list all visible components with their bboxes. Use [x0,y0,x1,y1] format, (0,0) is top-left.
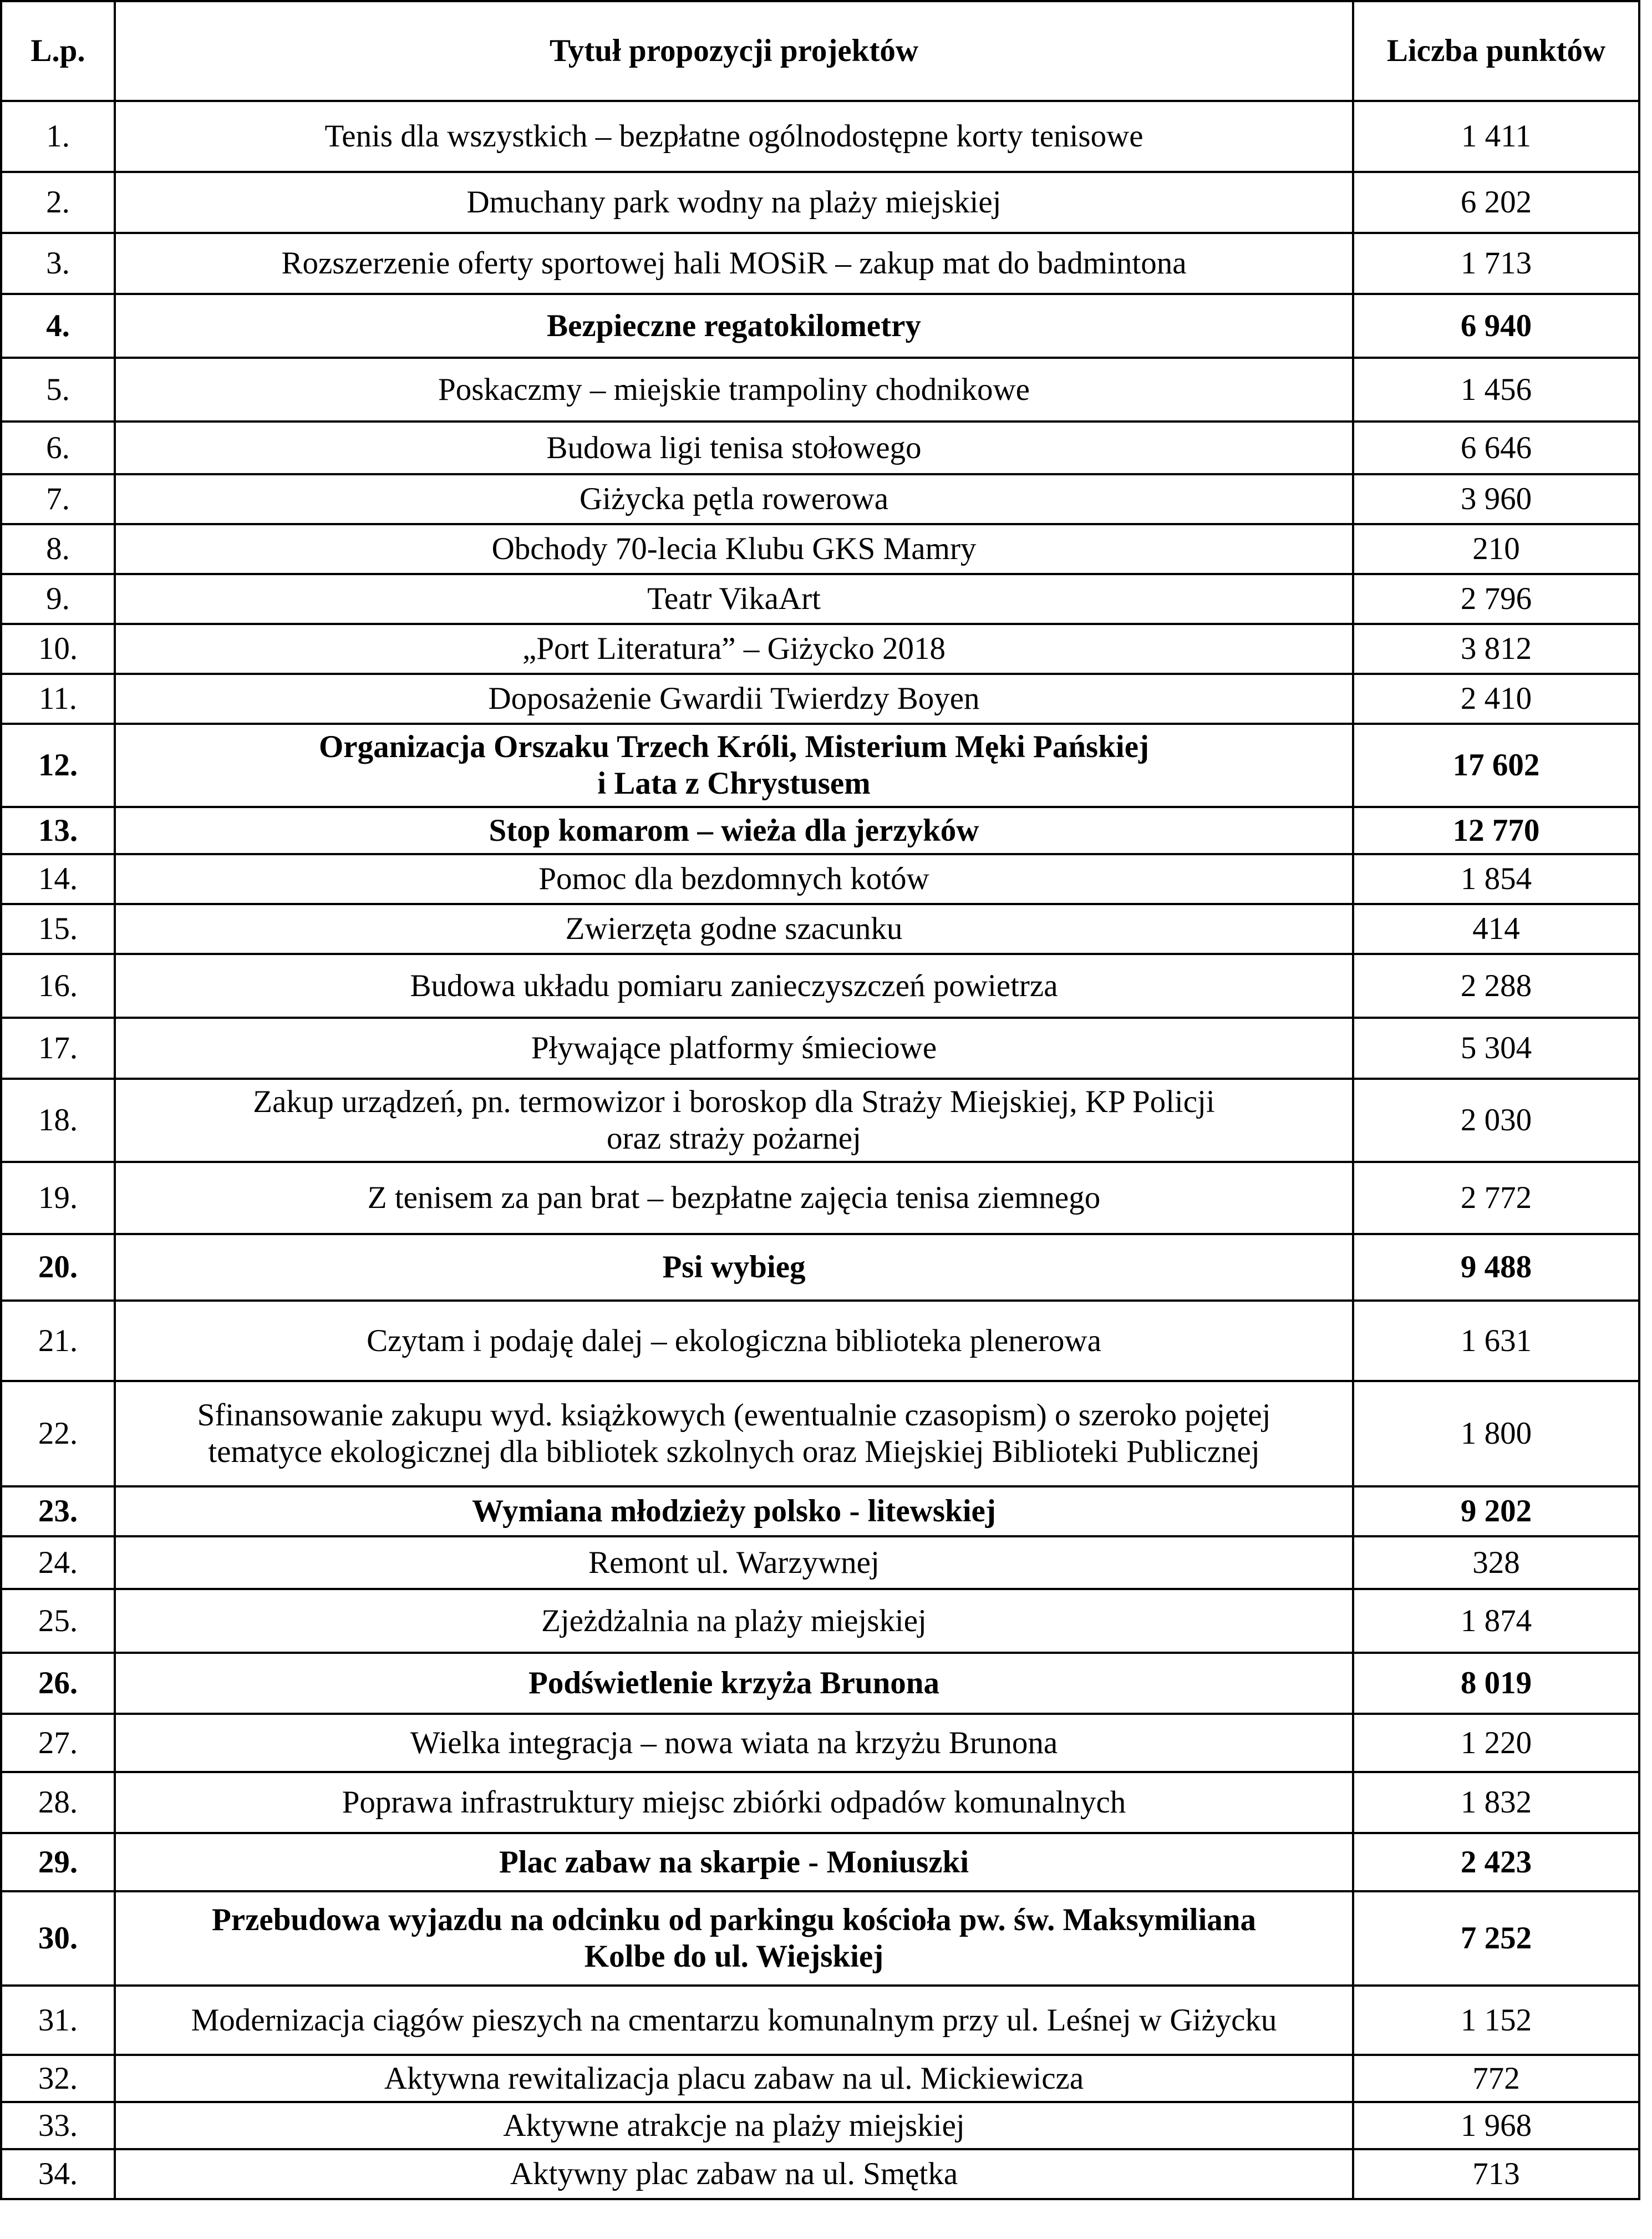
table-header-row [1,1,1639,101]
row-project-title: Dmuchany park wodny na plaży miejskiej [115,172,1353,233]
row-project-title: Przebudowa wyjazdu na odcinku od parkingu kościoła pw. św. Maksymiliana Kolbe do ul. Wiejskiej [115,1891,1353,1986]
table-row [1,1891,1639,1986]
row-project-title: Poprawa infrastruktury miejsc zbiórki odpadów komunalnych [115,1772,1353,1833]
table-row [1,1162,1639,1234]
row-points: 1 631 [1353,1301,1639,1381]
row-number: 16. [1,954,115,1018]
row-project-title: Aktywny plac zabaw na ul. Smętka [115,2149,1353,2199]
table-row [1,1714,1639,1772]
row-number: 21. [1,1301,115,1381]
row-project-title: Pływające platformy śmieciowe [115,1018,1353,1079]
row-number: 1. [1,101,115,172]
row-points: 2 796 [1353,574,1639,624]
row-project-title: Bezpieczne regatokilometry [115,294,1353,358]
table-row [1,624,1639,674]
row-project-title: Czytam i podaję dalej – ekologiczna biblioteka plenerowa [115,1301,1353,1381]
table-row [1,1986,1639,2055]
row-points: 3 812 [1353,624,1639,674]
row-number: 29. [1,1833,115,1891]
row-points: 6 940 [1353,294,1639,358]
row-points: 17 602 [1353,724,1639,807]
row-number: 30. [1,1891,115,1986]
row-points: 9 488 [1353,1234,1639,1301]
row-number: 2. [1,172,115,233]
row-number: 17. [1,1018,115,1079]
row-points: 1 713 [1353,233,1639,294]
row-points: 2 288 [1353,954,1639,1018]
row-number: 14. [1,854,115,904]
table-row [1,358,1639,422]
row-project-title: Zwierzęta godne szacunku [115,904,1353,954]
row-number: 12. [1,724,115,807]
row-number: 15. [1,904,115,954]
row-project-title: Budowa ligi tenisa stołowego [115,422,1353,474]
header-points: Liczba punktów [1353,1,1639,101]
row-project-title: Stop komarom – wieża dla jerzyków [115,807,1353,854]
row-number: 20. [1,1234,115,1301]
row-number: 5. [1,358,115,422]
table-row [1,724,1639,807]
table-row [1,807,1639,854]
row-number: 6. [1,422,115,474]
row-number: 4. [1,294,115,358]
row-project-title: Aktywna rewitalizacja placu zabaw na ul. Mickiewicza [115,2055,1353,2102]
row-project-title: Modernizacja ciągów pieszych na cmentarzu komunalnym przy ul. Leśnej w Giżycku [115,1986,1353,2055]
table-row [1,172,1639,233]
row-number: 19. [1,1162,115,1234]
row-number: 25. [1,1589,115,1653]
row-number: 7. [1,474,115,524]
row-points: 210 [1353,524,1639,574]
row-points: 1 220 [1353,1714,1639,1772]
table-row [1,1653,1639,1714]
row-points: 8 019 [1353,1653,1639,1714]
row-project-title: Poskaczmy – miejskie trampoliny chodnikowe [115,358,1353,422]
table-row [1,101,1639,172]
row-project-title: Pomoc dla bezdomnych kotów [115,854,1353,904]
header-number: L.p. [1,1,115,101]
row-points: 772 [1353,2055,1639,2102]
row-points: 9 202 [1353,1486,1639,1536]
row-project-title: Remont ul. Warzywnej [115,1536,1353,1589]
header-project-title: Tytuł propozycji projektów [115,1,1353,101]
table-row [1,1079,1639,1162]
row-number: 34. [1,2149,115,2199]
row-project-title: Zjeżdżalnia na plaży miejskiej [115,1589,1353,1653]
row-number: 3. [1,233,115,294]
table-row [1,1589,1639,1653]
row-number: 28. [1,1772,115,1833]
table-row [1,524,1639,574]
table-row [1,233,1639,294]
row-number: 10. [1,624,115,674]
row-number: 23. [1,1486,115,1536]
row-number: 26. [1,1653,115,1714]
row-points: 414 [1353,904,1639,954]
table-row [1,1381,1639,1486]
row-project-title: Tenis dla wszystkich – bezpłatne ogólnodostępne korty tenisowe [115,101,1353,172]
row-number: 33. [1,2102,115,2149]
row-project-title: Z tenisem za pan brat – bezpłatne zajęcia tenisa ziemnego [115,1162,1353,1234]
row-project-title: Wielka integracja – nowa wiata na krzyżu Brunona [115,1714,1353,1772]
table-row [1,574,1639,624]
row-points: 2 410 [1353,674,1639,724]
row-project-title: Sfinansowanie zakupu wyd. książkowych (ewentualnie czasopism) o szeroko pojętej tematyce ekologicznej dla bibliotek szkolnych oraz Miejskiej Biblioteki Publicznej [115,1381,1353,1486]
row-points: 7 252 [1353,1891,1639,1986]
row-project-title: Podświetlenie krzyża Brunona [115,1653,1353,1714]
row-points: 1 968 [1353,2102,1639,2149]
row-number: 32. [1,2055,115,2102]
row-points: 3 960 [1353,474,1639,524]
row-points: 2 030 [1353,1079,1639,1162]
table-row [1,474,1639,524]
row-project-title: Plac zabaw na skarpie - Moniuszki [115,1833,1353,1891]
row-points: 1 152 [1353,1986,1639,2055]
table-row [1,1234,1639,1301]
table-row [1,2102,1639,2149]
row-points: 2 772 [1353,1162,1639,1234]
row-number: 31. [1,1986,115,2055]
row-project-title: Psi wybieg [115,1234,1353,1301]
row-project-title: Zakup urządzeń, pn. termowizor i boroskop dla Straży Miejskiej, KP Policji oraz straży pożarnej [115,1079,1353,1162]
table-row [1,854,1639,904]
table-row [1,1486,1639,1536]
row-points: 1 854 [1353,854,1639,904]
row-points: 1 411 [1353,101,1639,172]
row-points: 6 202 [1353,172,1639,233]
row-points: 6 646 [1353,422,1639,474]
table-row [1,2055,1639,2102]
row-points: 2 423 [1353,1833,1639,1891]
table-row [1,674,1639,724]
table-row [1,2149,1639,2199]
table-row [1,1018,1639,1079]
row-number: 24. [1,1536,115,1589]
row-project-title: Teatr VikaArt [115,574,1353,624]
row-number: 13. [1,807,115,854]
row-points: 1 874 [1353,1589,1639,1653]
table-row [1,422,1639,474]
row-project-title: Rozszerzenie oferty sportowej hali MOSiR – zakup mat do badmintona [115,233,1353,294]
row-project-title: Aktywne atrakcje na plaży miejskiej [115,2102,1353,2149]
row-points: 1 456 [1353,358,1639,422]
row-number: 8. [1,524,115,574]
row-number: 11. [1,674,115,724]
row-points: 5 304 [1353,1018,1639,1079]
row-project-title: Wymiana młodzieży polsko - litewskiej [115,1486,1353,1536]
row-points: 1 800 [1353,1381,1639,1486]
table-row [1,954,1639,1018]
table-row [1,904,1639,954]
row-project-title: Obchody 70-lecia Klubu GKS Mamry [115,524,1353,574]
row-number: 27. [1,1714,115,1772]
row-number: 9. [1,574,115,624]
row-points: 328 [1353,1536,1639,1589]
row-number: 22. [1,1381,115,1486]
row-points: 1 832 [1353,1772,1639,1833]
table-row [1,1772,1639,1833]
row-number: 18. [1,1079,115,1162]
table-body [1,101,1639,2199]
row-project-title: Organizacja Orszaku Trzech Króli, Misterium Męki Pańskiej i Lata z Chrystusem [115,724,1353,807]
table-row [1,1536,1639,1589]
row-project-title: „Port Literatura” – Giżycko 2018 [115,624,1353,674]
row-project-title: Budowa układu pomiaru zanieczyszczeń powietrza [115,954,1353,1018]
table-row [1,1301,1639,1381]
row-points: 713 [1353,2149,1639,2199]
row-project-title: Doposażenie Gwardii Twierdzy Boyen [115,674,1353,724]
table-row [1,294,1639,358]
row-points: 12 770 [1353,807,1639,854]
table-row [1,1833,1639,1891]
row-project-title: Giżycka pętla rowerowa [115,474,1353,524]
